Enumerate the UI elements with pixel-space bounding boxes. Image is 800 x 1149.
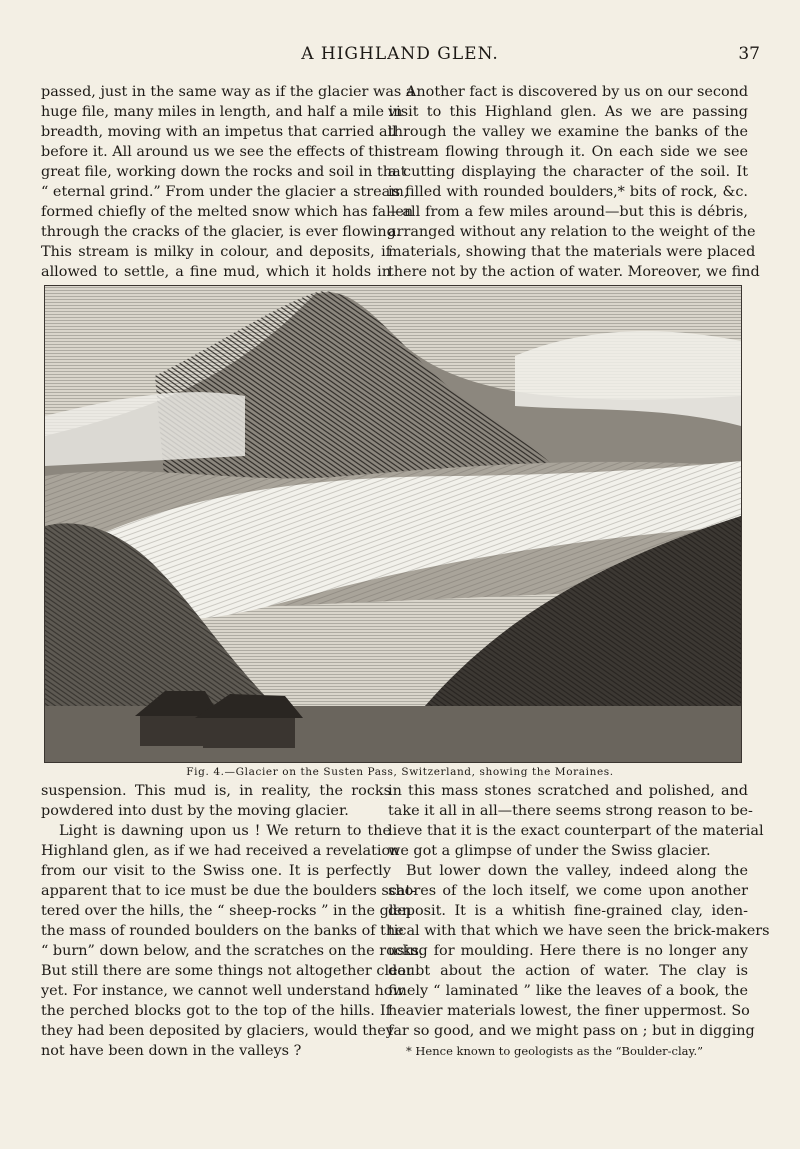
text-line: finely “ laminated ” like the leaves of a book, the xyxy=(388,983,748,999)
text-line: Light is dawning upon us ! We return to the xyxy=(59,823,391,839)
text-line: the mass of rounded boulders on the banks of the xyxy=(41,923,404,939)
text-line: suspension. This mud is, in reality, the rocks xyxy=(41,783,391,799)
text-line: passed, just in the same way as if the glacier was a xyxy=(41,84,415,100)
text-line: arranged without any relation to the weight of the xyxy=(388,224,756,240)
text-line: lieve that it is the exact counterpart of the material xyxy=(388,823,764,839)
text-line: is filled with rounded boulders,* bits of rock, &c. xyxy=(388,184,748,200)
text-line: take it all in all—there seems strong reason to be- xyxy=(388,803,753,819)
page-number: 37 xyxy=(738,44,760,64)
text-line: This stream is milky in colour, and deposits, if xyxy=(41,244,391,260)
text-line: in this mass stones scratched and polished, and xyxy=(388,783,748,799)
text-line: allowed to settle, a fine mud, which it holds in xyxy=(41,264,391,280)
text-line: deposit. It is a whitish fine-grained clay, iden- xyxy=(388,903,748,919)
text-line: we got a glimpse of under the Swiss glacier. xyxy=(388,843,711,859)
text-line: tical with that which we have seen the brick-makers xyxy=(388,923,770,939)
page-header xyxy=(40,44,760,68)
text-line: before it. All around us we see the effects of this xyxy=(41,144,396,160)
text-line: not have been down in the valleys ? xyxy=(41,1043,302,1059)
text-line: a cutting displaying the character of the soil. It xyxy=(388,164,748,180)
text-line: “ burn” down below, and the scratches on the rocks. xyxy=(41,943,424,959)
glacier-engraving xyxy=(44,285,742,763)
text-line: But lower down the valley, indeed along the xyxy=(406,863,748,879)
running-title: A HIGHLAND GLEN. xyxy=(301,44,499,64)
text-line: from our visit to the Swiss one. It is perfectly xyxy=(41,863,391,879)
text-line: they had been deposited by glaciers, would they xyxy=(41,1023,394,1039)
bottom-left-column xyxy=(41,781,424,1061)
text-line: materials, showing that the materials were placed xyxy=(388,244,756,260)
text-line: visit to this Highland glen. As we are passing xyxy=(388,104,748,120)
text-line: through the cracks of the glacier, is ever flowing. xyxy=(41,224,401,240)
text-line: powdered into dust by the moving glacier. xyxy=(41,803,349,819)
text-line: stream flowing through it. On each side we see xyxy=(388,144,748,160)
text-line: Another fact is discovered by us on our second xyxy=(406,84,749,100)
text-line: heavier materials lowest, the finer uppermost. So xyxy=(388,1003,750,1019)
text-line: tered over the hills, the “ sheep-rocks ” in the glen xyxy=(41,903,412,919)
engraving-illustration xyxy=(45,286,741,762)
text-line: But still there are some things not altogether clear xyxy=(41,963,414,979)
text-line: the perched blocks got to the top of the hills. If xyxy=(41,1003,391,1019)
top-left-column xyxy=(41,82,415,282)
top-right-column xyxy=(388,82,760,282)
text-line: apparent that to ice must be due the boulders scat- xyxy=(41,883,417,899)
text-line: doubt about the action of water. The clay is xyxy=(388,963,748,979)
text-line: Highland glen, as if we had received a revelation xyxy=(41,843,400,859)
text-line: yet. For instance, we cannot well understand how xyxy=(41,983,405,999)
figure-caption: Fig. 4.—Glacier on the Susten Pass, Switzerland, showing the Moraines. xyxy=(186,766,614,778)
text-line: formed chiefly of the melted snow which has fallen xyxy=(41,204,414,220)
bottom-right-column xyxy=(388,781,770,1061)
footnote: * Hence known to geologists as the “Boulder-clay.” xyxy=(406,1044,704,1058)
text-line: there not by the action of water. Moreover, we find xyxy=(388,264,760,280)
text-line: through the valley we examine the banks of the xyxy=(388,124,748,140)
text-line: shores of the loch itself, we come upon another xyxy=(388,883,748,899)
text-line: far so good, and we might pass on ; but in digging xyxy=(388,1023,755,1039)
text-line: great file, working down the rocks and soil in that xyxy=(41,164,407,180)
text-line: using for moulding. Here there is no longer any xyxy=(388,943,748,959)
text-line: breadth, moving with an impetus that carried all xyxy=(41,124,397,140)
text-line: huge file, many miles in length, and half a mile in xyxy=(41,104,403,120)
text-line: “ eternal grind.” From under the glacier a stream, xyxy=(41,184,409,200)
text-line: —all from a few miles around—but this is débris, xyxy=(388,204,748,220)
